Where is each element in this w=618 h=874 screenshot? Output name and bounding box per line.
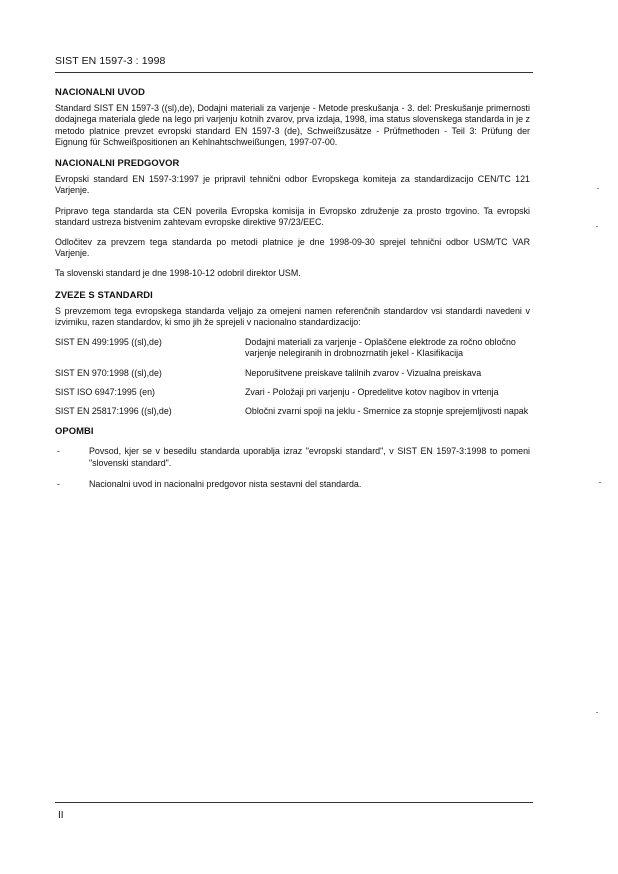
document-header-title: SIST EN 1597-3 : 1998 <box>55 55 166 67</box>
section-heading-opombi: OPOMBI <box>55 425 94 437</box>
notes-list <box>55 446 530 490</box>
note-text: Nacionalni uvod in nacionalni predgovor nista sestavni del standarda. <box>89 478 362 489</box>
standard-title: Neporušitvene preiskave talilnih zvarov - Vizualna preiskava <box>245 367 482 378</box>
standards-reference-list <box>55 337 530 417</box>
standard-code: SIST EN 970:1998 ((sl),de) <box>55 367 162 378</box>
predgovor-paragraph-2: Pripravo tega standarda sta CEN poverila Evropska komisija in Evropsko združenje za prosto trgovino. Ta evropski standard ustreza bistvenim zahtevam evropske direktive 97/23/EEC. <box>55 205 530 227</box>
nacionalni-uvod-text: Standard SIST EN 1597-3 ((sl),de), Dodajni materiali za varjenje - Metode preskušanja - 3. del: Preskušanje primernosti dodajnega materiala glede na lego pri varjenju kotnih zvarov, prva izdaja, 1998, ima status slovenskega standarda in je z metodo platnice prevzet evropski standard EN 1597-3 (de), Schweißzusätze - Prüfmethoden - Teil 3: Prüfung der Eignung für Schweißpositionen an Kehlnahtschweißungen, 1997-07-00. <box>55 103 530 147</box>
standard-code: SIST EN 25817:1996 ((sl),de) <box>55 406 172 417</box>
scan-speck <box>596 226 598 227</box>
standard-row <box>55 387 530 398</box>
standard-title: Dodajni materiali za varjenje - Oplaščene elektrode za ročno obločno varjenje nelegiranih in drobnozrnatih jekel - Klasifikacija <box>245 337 516 359</box>
note-bullet: - <box>57 478 60 489</box>
note-item <box>55 479 530 490</box>
predgovor-paragraph-3: Odločitev za prevzem tega standarda po metodi platnice je dne 1998-09-30 sprejel tehnični odbor USM/TC VAR Varjenje. <box>55 237 530 259</box>
predgovor-paragraph-1: Evropski standard EN 1597-3:1997 je pripravil tehnični odbor Evropskega komiteja za standardizacijo CEN/TC 121 Varjenje. <box>55 174 530 196</box>
section-heading-nacionalni-uvod: NACIONALNI UVOD <box>55 86 146 97</box>
scan-speck <box>597 188 599 189</box>
page-content <box>55 86 530 500</box>
note-bullet: - <box>57 446 60 457</box>
section-heading-nacionalni-predgovor: NACIONALNI PREDGOVOR <box>55 157 180 169</box>
header-divider <box>55 72 533 73</box>
note-item <box>55 446 530 468</box>
zveze-intro-text: S prevzemom tega evropskega standarda veljajo za omejeni namen referenčnih standardov vsi standardi navedeni v izvirniku, razen standardov, ki smo jih že sprejeli v nacionalno standardizacijo: <box>55 305 530 328</box>
note-text: Povsod, kjer se v besedilu standarda uporablja izraz "evropski standard", v SIST EN 1597-3:1998 to pomeni "slovenski standard". <box>89 446 530 468</box>
standard-row <box>55 406 530 417</box>
standard-title: Obločni zvarni spoji na jeklu - Smernice za stopnje sprejemljivosti napak <box>245 406 529 417</box>
standard-title: Zvari - Položaji pri varjenju - Opredelitve kotov nagibov in vrtenja <box>245 386 499 397</box>
standard-row <box>55 337 530 359</box>
standard-row <box>55 368 530 379</box>
scan-speck <box>599 482 601 483</box>
scan-speck <box>596 712 598 713</box>
page-number: II <box>58 810 64 821</box>
section-heading-zveze-s-standardi: ZVEZE S STANDARDI <box>55 288 153 300</box>
predgovor-paragraph-4: Ta slovenski standard je dne 1998-10-12 odobril direktor USM. <box>55 268 301 279</box>
standard-code: SIST ISO 6947:1995 (en) <box>55 386 155 397</box>
footer-divider <box>55 802 533 803</box>
standard-code: SIST EN 499:1995 ((sl),de) <box>55 337 162 348</box>
